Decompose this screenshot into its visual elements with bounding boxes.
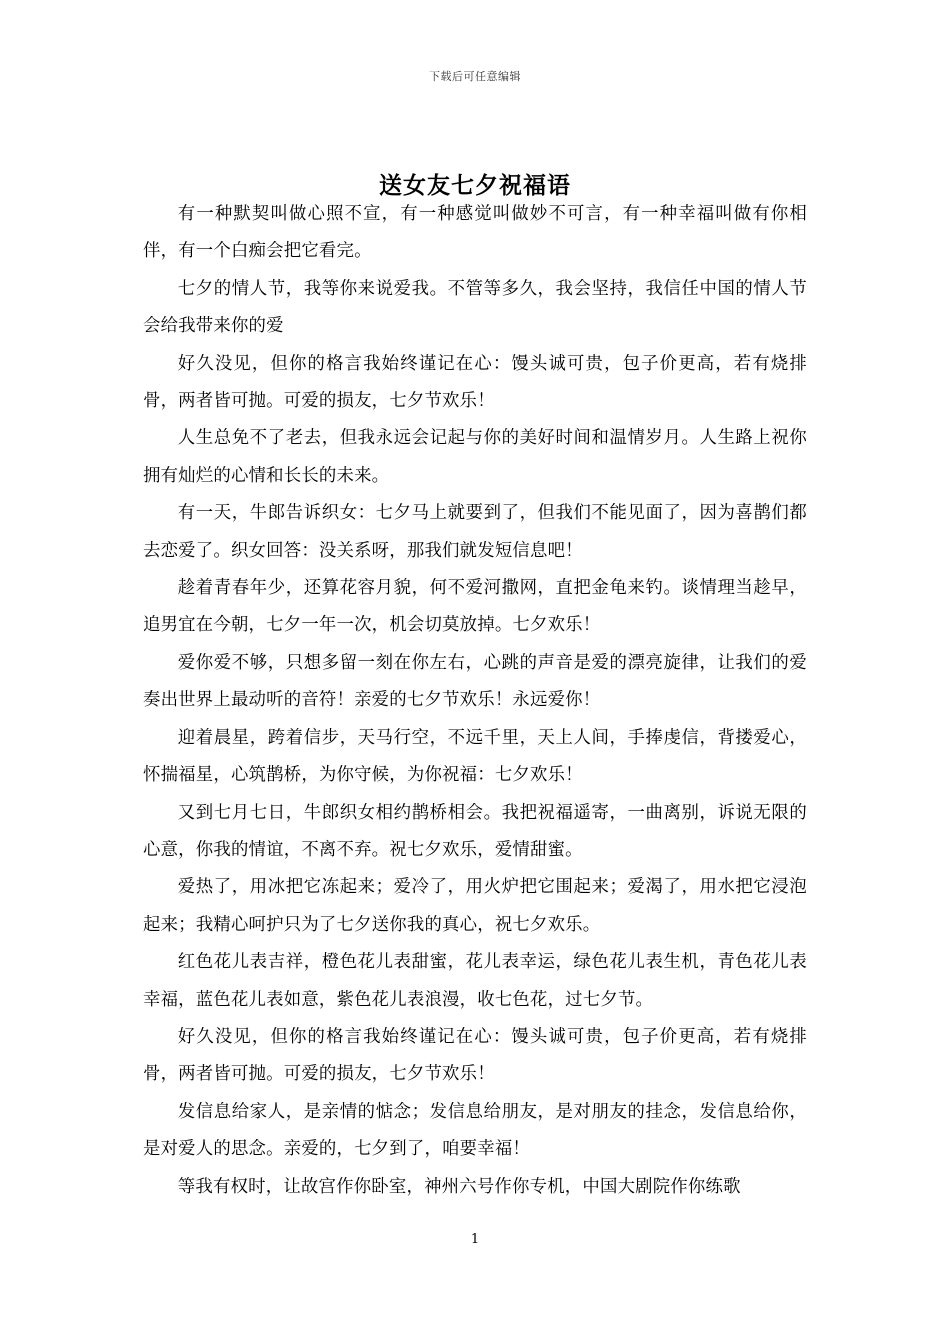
paragraph: 迎着晨星，跨着信步，天马行空，不远千里，天上人间，手捧虔信，背搂爱心，怀揣福星，心筑鹊桥，为你守候，为你祝福：七夕欢乐！ (143, 727, 807, 786)
paragraph: 有一种默契叫做心照不宣，有一种感觉叫做妙不可言，有一种幸福叫做有你相伴，有一个白痴会把它看完。 (143, 204, 807, 262)
paragraph: 又到七月七日，牛郎织女相约鹊桥相会。我把祝福遥寄，一曲离别，诉说无限的心意，你我的情谊，不离不弃。祝七夕欢乐，爱情甜蜜。 (143, 802, 807, 860)
document-body (143, 196, 807, 1206)
paragraph: 发信息给家人，是亲情的惦念；发信息给朋友，是对朋友的挂念，发信息给你，是对爱人的思念。亲爱的，七夕到了，咱要幸福！ (143, 1101, 807, 1160)
paragraph: 红色花儿表吉祥，橙色花儿表甜蜜，花儿表幸运，绿色花儿表生机，青色花儿表幸福，蓝色花儿表如意，紫色花儿表浪漫，收七色花，过七夕节。 (143, 952, 807, 1010)
paragraph: 好久没见，但你的格言我始终谨记在心：馒头诚可贵，包子价更高，若有烧排骨，两者皆可抛。可爱的损友，七夕节欢乐！ (143, 1026, 807, 1085)
paragraph: 爱你爱不够，只想多留一刻在你左右，心跳的声音是爱的漂亮旋律，让我们的爱奏出世界上最动听的音符！亲爱的七夕节欢乐！永远爱你！ (143, 652, 807, 711)
paragraph: 七夕的情人节，我等你来说爱我。不管等多久，我会坚持，我信任中国的情人节会给我带来你的爱 (143, 278, 807, 337)
paragraph: 有一天，牛郎告诉织女：七夕马上就要到了，但我们不能见面了，因为喜鹊们都去恋爱了。织女回答：没关系呀，那我们就发短信息吧！ (143, 503, 807, 561)
paragraph: 等我有权时，让故宫作你卧室，神州六号作你专机，中国大剧院作你练歌 (177, 1176, 741, 1197)
paragraph: 好久没见，但你的格言我始终谨记在心：馒头诚可贵，包子价更高，若有烧排骨，两者皆可抛。可爱的损友，七夕节欢乐！ (143, 353, 807, 412)
paragraph: 爱热了，用冰把它冻起来；爱冷了，用火炉把它围起来；爱渴了，用水把它浸泡起来；我精心呵护只为了七夕送你我的真心，祝七夕欢乐。 (143, 877, 807, 935)
paragraph: 趁着青春年少，还算花容月貌，何不爱河撒网，直把金龟来钓。谈情理当趁早，追男宜在今朝，七夕一年一次，机会切莫放掉。七夕欢乐！ (143, 578, 807, 636)
page-number: 1 (470, 1232, 480, 1247)
header-note: 下载后可任意编辑 (429, 70, 521, 83)
paragraph: 人生总免不了老去，但我永远会记起与你的美好时间和温情岁月。人生路上祝你拥有灿烂的心情和长长的未来。 (143, 428, 807, 486)
document-title: 送女友七夕祝福语 (379, 172, 571, 200)
